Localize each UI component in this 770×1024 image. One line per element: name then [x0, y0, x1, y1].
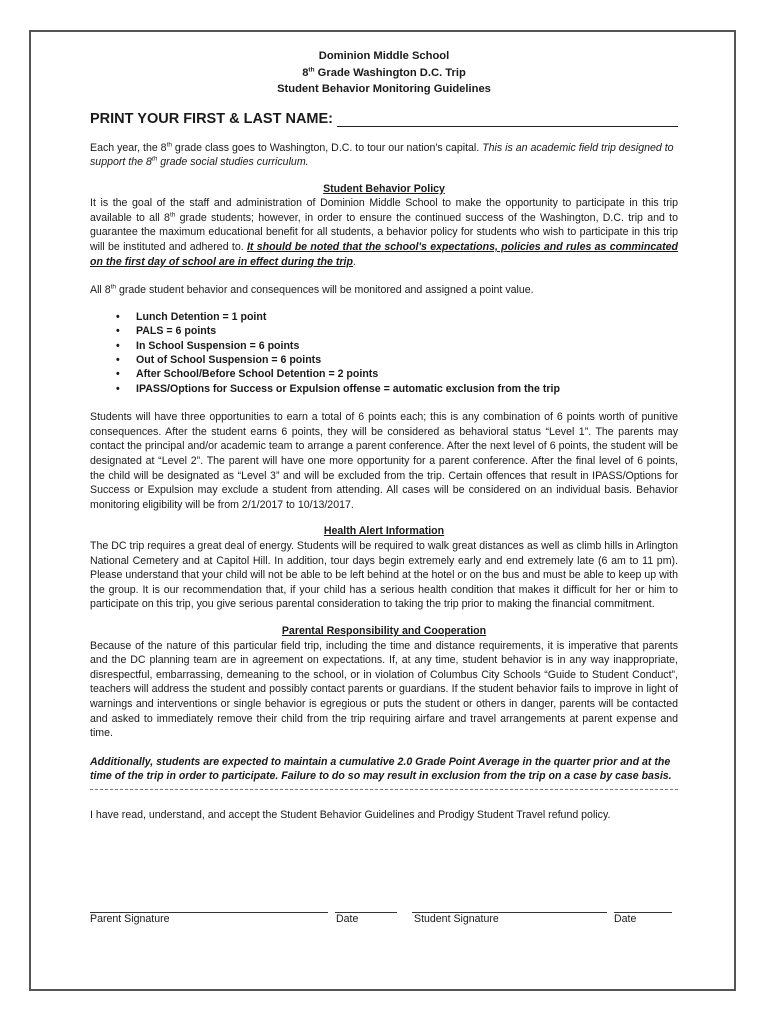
document-body: [90, 48, 678, 823]
intro-paragraph: Each year, the 8th grade class goes to Washington, D.C. to tour our nation's capital. This is an academic field trip designed to support the 8th grade social studies curriculum.: [90, 140, 674, 169]
parent-date-label: Date: [336, 913, 359, 925]
trip-title: 8th Grade Washington D.C. Trip: [302, 65, 466, 79]
point-list: [90, 310, 678, 396]
parent-date-line[interactable]: [335, 903, 397, 913]
parent-signature-label: Parent Signature: [90, 913, 170, 925]
list-item: • In School Suspension = 6 points: [116, 339, 678, 353]
gpa-requirement: Additionally, students are expected to maintain a cumulative 2.0 Grade Point Average in the quarter prior and at the time of the trip in order to participate. Failure to do so may result in exclusion from the trip on a case by case basis.: [90, 755, 672, 783]
student-signature-line[interactable]: [412, 903, 607, 913]
behavior-policy-title: Student Behavior Policy: [323, 182, 445, 195]
health-alert-title: Health Alert Information: [323, 525, 445, 538]
list-item: • IPASS/Options for Success or Expulsion offense = automatic exclusion from the trip: [116, 382, 678, 396]
document-subtitle: Student Behavior Monitoring Guidelines: [277, 83, 491, 95]
expectations-emphasis: It should be noted that the school's expectations, policies and rules as commincated on the first day of school are in effect during the trip: [90, 241, 679, 268]
parental-responsibility-title: Parental Responsibility and Cooperation: [281, 625, 487, 637]
school-name: Dominion Middle School: [318, 50, 450, 62]
list-item: • Out of School Suspension = 6 points: [116, 353, 678, 367]
name-blank-line[interactable]: [337, 112, 678, 127]
parental-responsibility-paragraph: Because of the nature of this particular field trip, including the time and distance requirements, it is imperative that parents and the DC planning team are in agreement on expectations. If, at any time, student behavior is in any way inappropriate, disrespectful, embarrassing, demeaning to the school, or in violation of Columbus City Schools “Guide to Student Conduct”, teachers will address the student and possibly contact parents or guardians. If the student behavior fails to improve in light of warnings and interventions or single behavior is egregious or puts the student or others in danger, parents will be contacted and asked to immediately remove their child from the trip requiring airfare and travel arrangements at parent expense and time.: [90, 639, 678, 740]
student-date-label: Date: [614, 913, 637, 925]
list-item: • After School/Before School Detention = 2 points: [116, 367, 678, 381]
student-date-line[interactable]: [614, 903, 672, 913]
list-item: • PALS = 6 points: [116, 324, 678, 338]
signature-block: [90, 903, 680, 933]
health-alert-paragraph: The DC trip requires a great deal of energy. Students will be required to walk great distances as well as climb hills in Arlington National Cemetery and at Capitol Hill. In addition, tour days begin extremely early and end extremely late (6 am to 11 pm). Please understand that your child will not be able to be left behind at the hotel or on the bus and must be able to keep up with the group. It is our recommendation that, if your child has a serious health condition that makes it difficult for her or him to participate on this trip, you give serious parental consideration to taking the trip prior to making the financial commitment.: [90, 540, 678, 611]
name-prompt: PRINT YOUR FIRST & LAST NAME:: [90, 110, 334, 127]
divider-line: [90, 788, 678, 790]
name-field: [90, 112, 678, 127]
list-item: • Lunch Detention = 1 point: [116, 310, 678, 324]
acknowledgement-statement: I have read, understand, and accept the Student Behavior Guidelines and Prodigy Student Travel refund policy.: [90, 808, 611, 821]
points-intro: All 8th grade student behavior and consequences will be monitored and assigned a point value.: [90, 283, 534, 297]
parent-signature-line[interactable]: [90, 903, 328, 913]
behavior-policy-paragraph: It is the goal of the staff and administration of Dominion Middle School to make the opportunity to participate in this trip available to all 8th grade students; however, in order to ensure the continued success of the Washington, D.C. trip and to guarantee the maximum educational benefit for all students, a behavior policy for students who wish to participate in this trip will be instituted and adhered to. It should be noted that the school's expectations, policies and rules as commincated on the first day of school are in effect during the trip.: [90, 197, 679, 268]
opportunities-paragraph: Students will have three opportunities to earn a total of 6 points each; this is any combination of 6 points worth of punitive consequences. After the student earns 6 points, they will be considered as behavioral status “Level 1”. The parents may contact the principal and/or academic team to arrange a parent conference. After the next level of 6 points, the student will be designated at “Level 2”. The parent will have one more opportunity for a parent conference. After the final level of 6 points, the child will be designated as “Level 3” and will be excluded from the trip. Certain offences that result in IPASS/Options for Success or Expulsion may exclude a student from attending. All cases will be considered on an individual basis. Behavior monitoring eligibility will be from 2/1/2017 to 10/13/2017.: [90, 411, 678, 511]
student-signature-label: Student Signature: [414, 913, 499, 925]
